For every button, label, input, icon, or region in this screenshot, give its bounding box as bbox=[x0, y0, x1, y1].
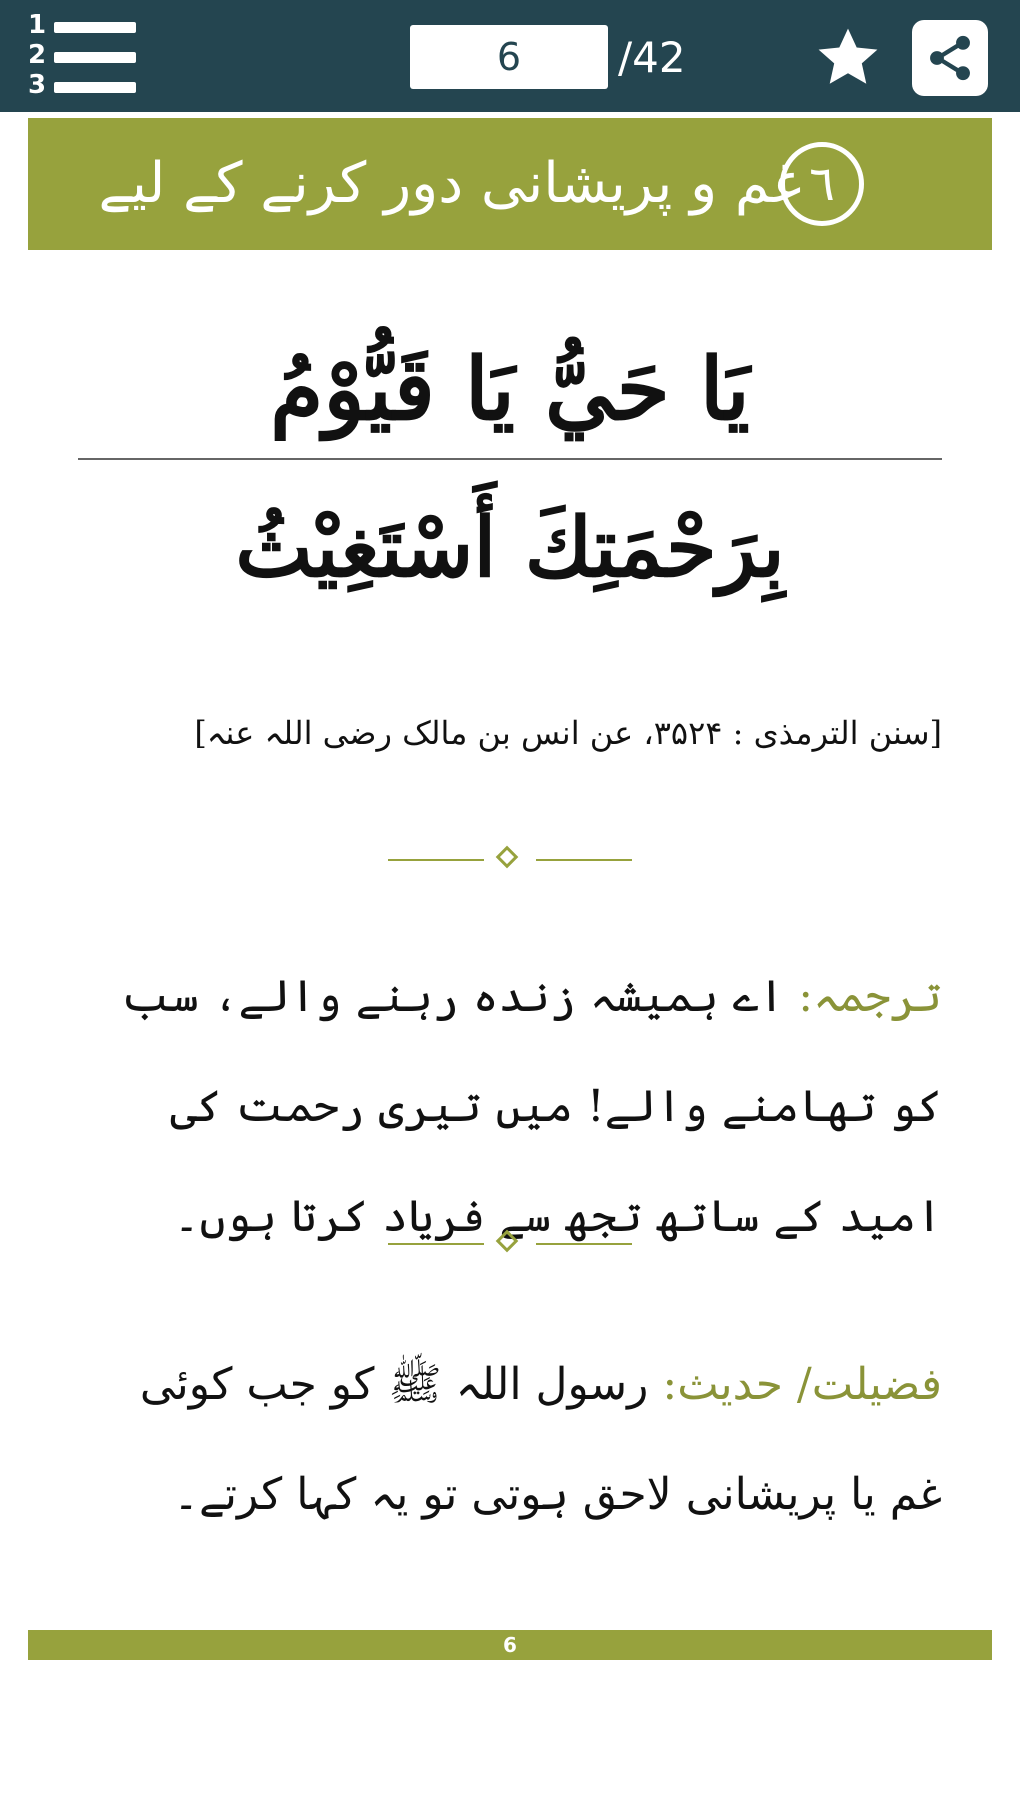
chapter-header bbox=[28, 118, 992, 250]
chapter-number-badge: ٦ bbox=[780, 142, 864, 226]
share-icon bbox=[924, 32, 976, 84]
translation-paragraph bbox=[78, 942, 942, 1272]
translation-label: ترجمہ: bbox=[798, 971, 942, 1022]
hadith-reference: [سنن الترمذی : ۳۵۲۴، عن انس بن مالک رضی اللہ عنہ] bbox=[194, 714, 942, 752]
numbered-list-icon[interactable] bbox=[22, 12, 122, 104]
translation-text: اے ہمیشہ زندہ رہنے والے، سب کو تھامنے والے! میں تیری رحمت کی امید کے ساتھ تجھ سے فریاد کرتا ہوں۔ bbox=[121, 971, 942, 1242]
arabic-dua-line-2: بِرَحْمَتِكَ أَسْتَغِيْثُ bbox=[235, 500, 785, 596]
page-footer bbox=[28, 1630, 992, 1660]
ornament-icon bbox=[496, 846, 519, 869]
menu-line bbox=[54, 22, 136, 33]
chapter-title: غم و پریشانی دور کرنے کے لیے bbox=[98, 151, 802, 216]
page-number-input[interactable] bbox=[410, 25, 608, 89]
ornament-icon bbox=[496, 1230, 519, 1253]
menu-line bbox=[54, 52, 136, 63]
virtue-label: فضیلت/ حدیث: bbox=[662, 1359, 942, 1410]
share-button[interactable] bbox=[912, 20, 988, 96]
footer-page-number: 6 bbox=[503, 1633, 517, 1657]
virtue-paragraph bbox=[78, 1330, 942, 1550]
menu-number-3: 3 bbox=[28, 70, 47, 100]
divider bbox=[78, 458, 942, 460]
menu-line bbox=[54, 82, 136, 93]
arabic-dua-line-1: يَا حَيُّ يَا قَيُّوْمُ bbox=[270, 339, 750, 440]
ornament-divider bbox=[388, 1232, 632, 1256]
star-icon[interactable] bbox=[810, 22, 886, 94]
page-total-label: /42 bbox=[618, 33, 686, 82]
menu-number-1: 1 bbox=[28, 10, 47, 40]
top-toolbar bbox=[0, 0, 1020, 112]
virtue-text: رسول اللہ ﷺ کو جب کوئی غم یا پریشانی لاحق ہوتی تو یہ کہا کرتے۔ bbox=[139, 1359, 942, 1520]
menu-number-2: 2 bbox=[28, 40, 47, 70]
ornament-divider bbox=[388, 848, 632, 872]
